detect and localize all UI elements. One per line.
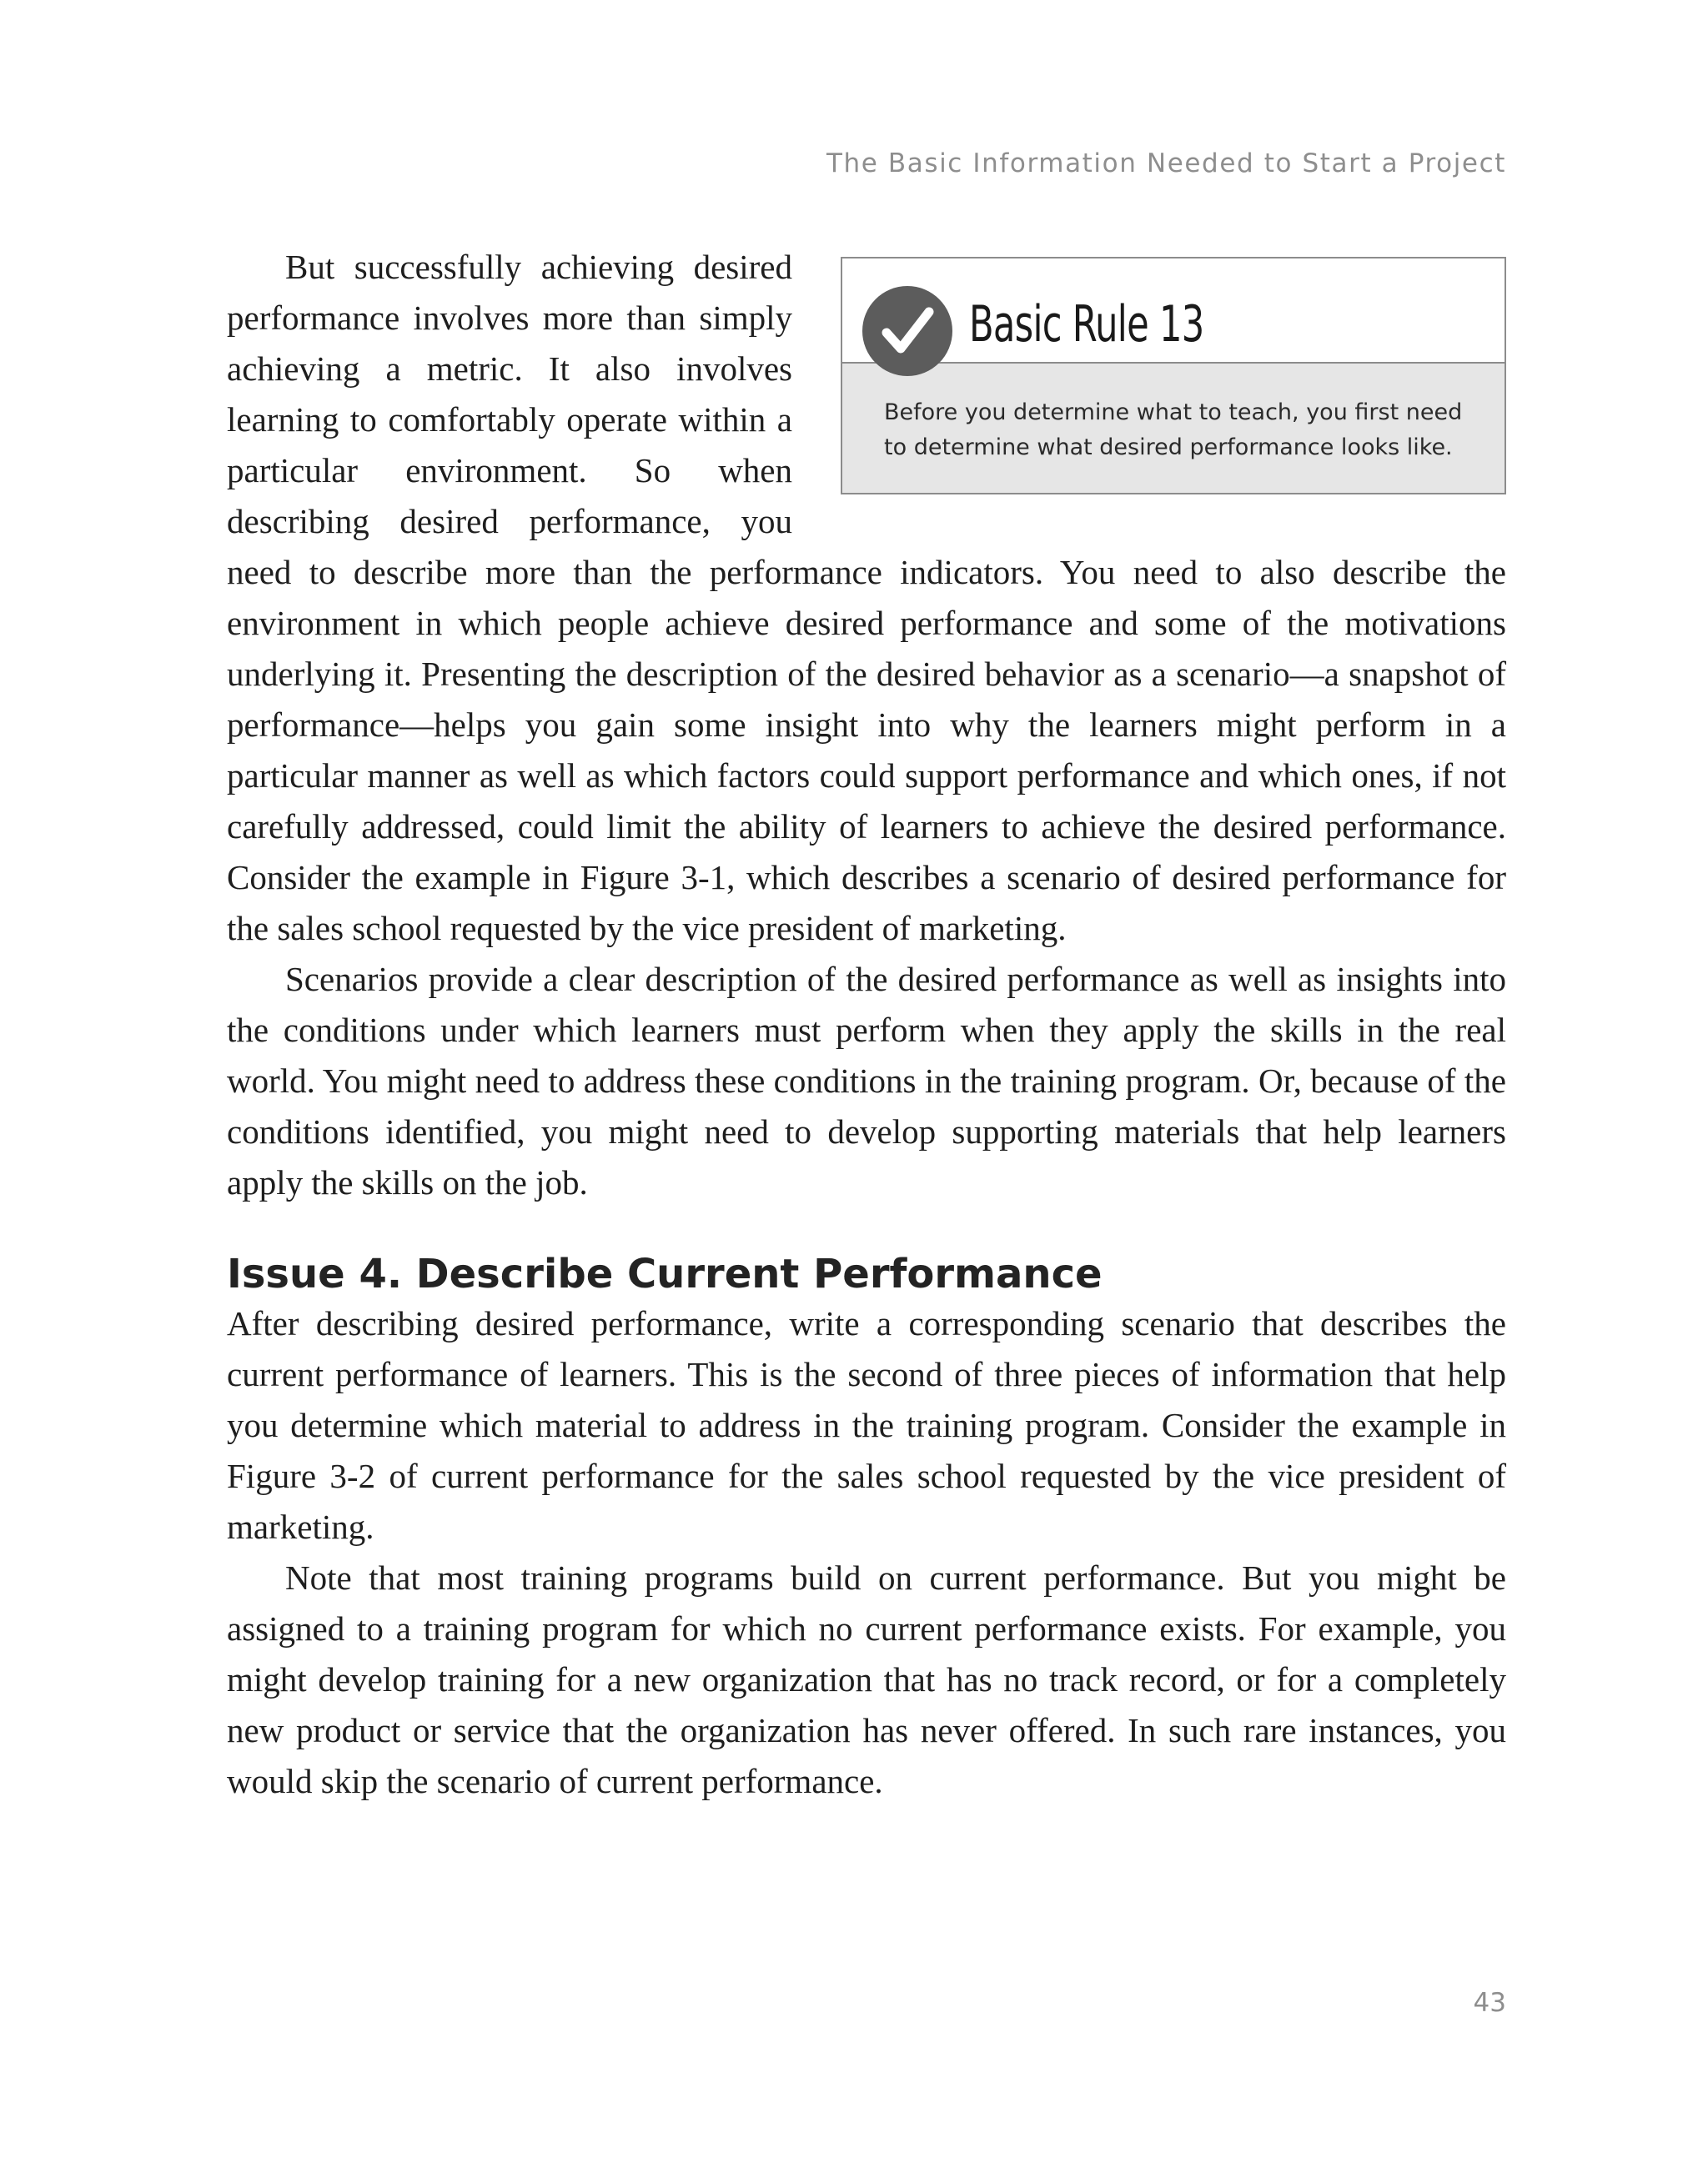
basic-rule-box	[841, 257, 1506, 494]
checkmark-icon	[862, 286, 952, 376]
page-content	[227, 242, 1506, 1807]
rule-text: Before you determine what to teach, you first need to determine what desired performance looks like.	[884, 399, 1463, 460]
rule-title: Basic Rule 13	[969, 295, 1204, 354]
section-heading: Issue 4. Describe Current Performance	[227, 1251, 1103, 1297]
running-head: The Basic Information Needed to Start a Project	[826, 148, 1506, 178]
paragraph-current-performance: After describing desired performance, write a corresponding scenario that describes the current performance of learners. This is the second of three pieces of information that help you determine which material to address in the training program. Consider the example in Figure 3-2 of current performance for the sales school requested by the vice president of marketing.	[227, 1304, 1506, 1546]
paragraph-scenarios: Scenarios provide a clear description of the desired performance as well as insights into the conditions under which learners must perform when they apply the skills in the real world. You might need to address these conditions in the training program. Or, because of the conditions identified, you might need to develop supporting materials that help learners apply the skills on the job.	[227, 960, 1506, 1202]
paragraph-no-current-performance: Note that most training programs build on current performance. But you might be assigned to a training program for which no current performance exists. For example, you might develop training for a new organization that has no track record, or for a completely new product or service that the organization has never offered. In such rare instances, you would skip the scenario of current performance.	[227, 1558, 1506, 1800]
paragraph-desired-performance: But successfully achieving desired performance involves more than simply achieving a metric. It also involves learning to comfortably operate within a particular environment. So when describing desired performance, you need to describe more than the performance indicators. You need to also describe the environment in which people achieve desired performance and some of the motivations underlying it. Presenting the description of the desired behavior as a scenario—a snapshot of performance—helps you gain some insight into why the learners might perform in a particular manner as well as which factors could support performance and which ones, if not carefully addressed, could limit the ability of learners to achieve the desired performance. Consider the example in Figure 3-1, which describes a scenario of desired performance for the sales school requested by the vice president of marketing.	[227, 248, 1506, 947]
page-number: 43	[1473, 1988, 1506, 2018]
rule-box-body	[842, 364, 1505, 493]
